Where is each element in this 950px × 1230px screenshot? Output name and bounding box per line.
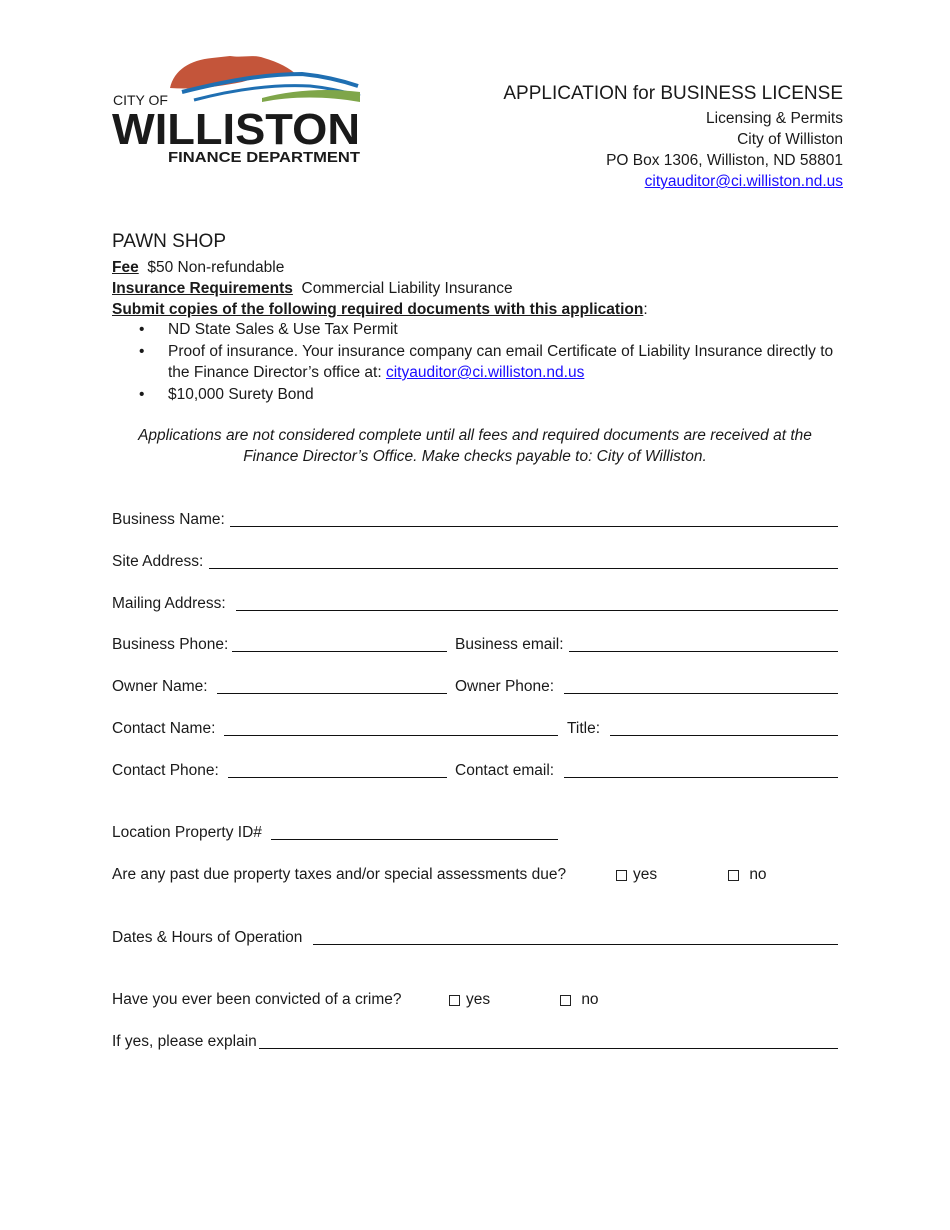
list-item: [112, 319, 842, 340]
mailing-address-field[interactable]: [236, 610, 838, 611]
explain-label: If yes, please explain: [112, 1033, 257, 1050]
application-title: APPLICATION for BUSINESS LICENSE: [503, 83, 843, 104]
notice-line-2: Finance Director’s Office. Make checks payable to: City of Williston.: [243, 448, 707, 465]
fee-line: [112, 257, 284, 278]
submit-line: Submit copies of the following required documents with this application:: [112, 301, 648, 318]
taxes-yes-checkbox[interactable]: [616, 865, 657, 885]
taxes-no-checkbox[interactable]: [728, 865, 767, 885]
logo-city-name: WILLISTON: [112, 105, 360, 154]
logo-city-of: CITY OF: [113, 92, 168, 108]
checkbox-label: yes: [633, 866, 658, 883]
insurance-label: Insurance Requirements: [112, 280, 293, 297]
checkbox-icon: [449, 995, 460, 1006]
contact-name-label: Contact Name:: [112, 720, 216, 737]
license-type: PAWN SHOP: [112, 231, 227, 252]
checkbox-label: no: [581, 991, 599, 1008]
notice-line-1: Applications are not considered complete until all fees and required documents are received at the: [138, 427, 812, 444]
business-email-label: Business email:: [455, 636, 564, 653]
crime-no-checkbox[interactable]: [560, 990, 599, 1010]
logo-department: FINANCE DEPARTMENT: [168, 149, 360, 166]
insurance-line: [112, 278, 513, 299]
fee-label: Fee: [112, 259, 139, 276]
checkbox-icon: [616, 870, 627, 881]
title-label: Title:: [567, 720, 601, 737]
business-name-field[interactable]: [230, 526, 838, 527]
list-item: [112, 341, 842, 383]
city-logo: [112, 52, 362, 167]
business-name-label: Business Name:: [112, 511, 225, 528]
header-line-licensing: Licensing & Permits: [706, 110, 843, 127]
submit-label: Submit copies of the following required documents with this application: [112, 301, 644, 318]
taxes-question: Are any past due property taxes and/or special assessments due?: [112, 866, 567, 883]
contact-phone-label: Contact Phone:: [112, 762, 219, 779]
mesa-shape: [170, 56, 298, 89]
hours-label: Dates & Hours of Operation: [112, 929, 303, 946]
header-email-line: [645, 171, 843, 192]
checkbox-icon: [560, 995, 571, 1006]
checkbox-label: yes: [466, 991, 491, 1008]
site-address-label: Site Address:: [112, 553, 204, 570]
list-item: [112, 384, 842, 405]
header-email-link[interactable]: cityauditor@ci.williston.nd.us: [644, 173, 843, 190]
owner-phone-label: Owner Phone:: [455, 678, 555, 695]
header-line-city: City of Williston: [737, 131, 843, 148]
business-phone-field[interactable]: [232, 651, 447, 652]
document-text: $10,000 Surety Bond: [168, 386, 314, 403]
crime-yes-checkbox[interactable]: [449, 990, 490, 1010]
property-id-label: Location Property ID#: [112, 824, 262, 841]
hours-field[interactable]: [313, 944, 838, 945]
owner-phone-field[interactable]: [564, 693, 838, 694]
contact-email-field[interactable]: [564, 777, 838, 778]
business-phone-label: Business Phone:: [112, 636, 229, 653]
green-hill: [262, 90, 360, 102]
contact-name-field[interactable]: [224, 735, 558, 736]
explain-field[interactable]: [259, 1048, 838, 1049]
crime-question: Have you ever been convicted of a crime?: [112, 991, 402, 1008]
header-line-address: PO Box 1306, Williston, ND 58801: [606, 152, 843, 169]
owner-name-field[interactable]: [217, 693, 447, 694]
insurance-value: Commercial Liability Insurance: [301, 280, 513, 297]
checkbox-label: no: [749, 866, 767, 883]
insurance-email-link[interactable]: cityauditor@ci.williston.nd.us: [385, 364, 585, 381]
checkbox-icon: [728, 870, 739, 881]
required-documents-list: [112, 319, 842, 406]
completion-notice: [112, 425, 838, 467]
business-email-field[interactable]: [569, 651, 838, 652]
property-id-field[interactable]: [271, 839, 558, 840]
contact-phone-field[interactable]: [228, 777, 447, 778]
mailing-address-label: Mailing Address:: [112, 595, 226, 612]
fee-value: $50 Non-refundable: [147, 259, 285, 276]
contact-email-label: Contact email:: [455, 762, 555, 779]
site-address-field[interactable]: [209, 568, 838, 569]
title-field[interactable]: [610, 735, 838, 736]
owner-name-label: Owner Name:: [112, 678, 208, 695]
document-text: Proof of insurance. Your insurance company can email Certificate of Liability Insurance directly to the Finance Director’s office at:: [168, 343, 834, 381]
document-text: ND State Sales & Use Tax Permit: [168, 321, 398, 338]
